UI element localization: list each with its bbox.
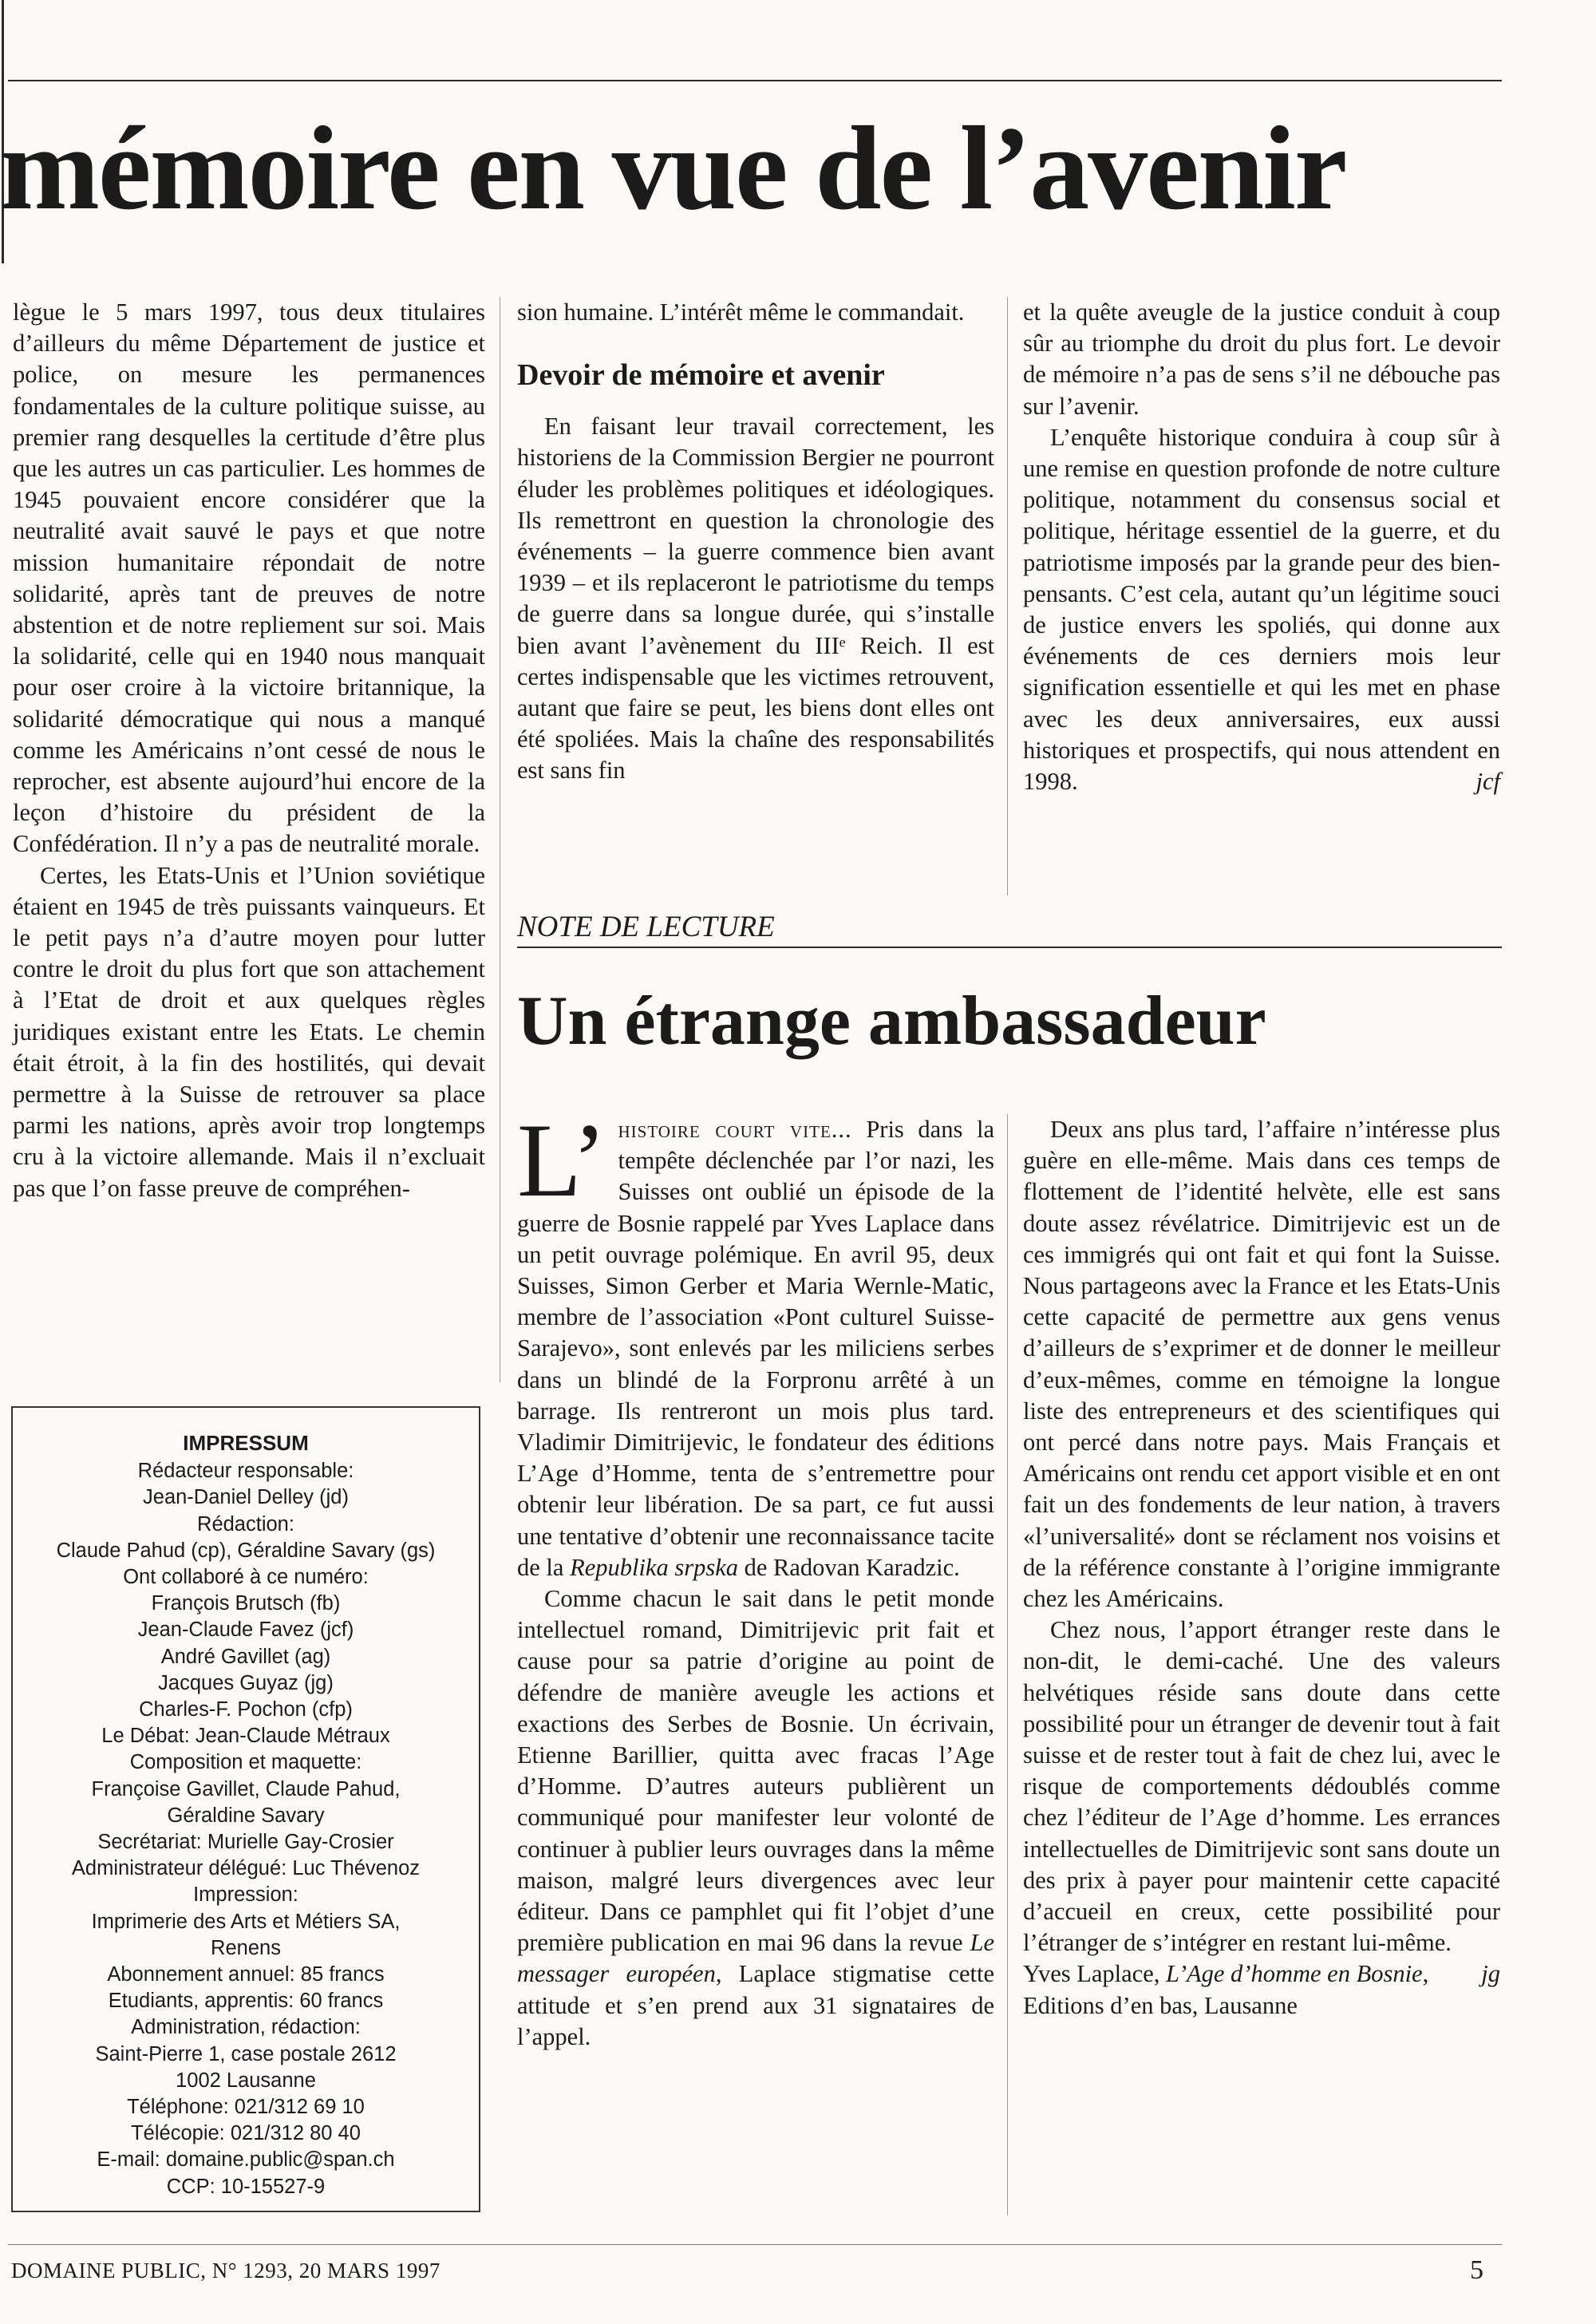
- review-text: Chez nous, l’apport étranger reste dans le non-dit, le demi-caché. Une des valeurs helvétiques réside sans doute dans cette possibilité pour un étranger de devenir tout à fait suisse et de rester tout à fait de chez lui, avec le risque de comportements dédoublés comme chez l’éditeur de l’Age d’homme. Les errances intellectuelles de Dimitrijevic sont sans doute un des prix à payer pour maintenir cette capacité d’accueil en creux, cette possibilité pour l’étranger de s’intégrer en restant lui-même.: [1023, 1616, 1500, 1957]
- footer-publication-info: DOMAINE PUBLIC, N° 1293, 20 MARS 1997: [11, 2259, 440, 2282]
- lead-in: histoire court vite...: [618, 1116, 852, 1143]
- top-rule: [8, 80, 1502, 81]
- impressum-line: CCP: 10-15527-9: [166, 2175, 326, 2198]
- article-paragraph: lègue le 5 mars 1997, tous deux titulaires d’ailleurs du même Département de justice et police, on mesure les permanences fondamentales de la culture politique suisse, au premier rang desquelles la certitude d’être plus que les autres un cas particulier. Les hommes de 1945 pouvaient encore considérer que la neutralité avait sauvé le pays et que notre mission humanitaire répondait de notre solidarité, après tant de preuves de notre abstention et de notre repliement sur soi. Mais la solidarité, celle qui en 1940 nous manquait pour oser croire à la victoire britannique, la solidarité démocratique qui nous a manqué comme les Américains n’ont cessé de nous le reprocher, est absente aujourd’hui encore de la leçon d’histoire du président de la Confédération. Il n’y a pas de neutralité morale.: [13, 298, 485, 858]
- book-author: Yves Laplace,: [1023, 1960, 1167, 1988]
- article-column-1: [13, 297, 485, 1204]
- impressum-line: Rédaction:: [197, 1512, 294, 1536]
- impressum-line: Imprimerie des Arts et Métiers SA,: [91, 1910, 401, 1933]
- section-subheading: Devoir de mémoire et avenir: [517, 358, 885, 393]
- section-rubric: NOTE DE LECTURE: [517, 911, 775, 943]
- author-signature: jg: [1481, 1960, 1500, 1988]
- review-column-2: [1023, 1114, 1500, 2022]
- impressum-line: Administrateur délégué: Luc Thévenoz: [71, 1857, 421, 1880]
- impressum-line: Téléphone: 021/312 69 10: [127, 2096, 365, 2119]
- impressum-line: E-mail: domaine.public@span.ch: [97, 2148, 395, 2172]
- impressum-line: Géraldine Savary: [167, 1804, 325, 1827]
- impressum-line: Etudiants, apprentis: 60 francs: [108, 1990, 384, 2013]
- review-column-1: [517, 1101, 994, 2053]
- review-italic: Le messager européen: [517, 1929, 994, 1988]
- impressum-line: Claude Pahud (cp), Géraldine Savary (gs): [56, 1539, 436, 1562]
- book-reference: [1023, 1958, 1500, 2021]
- review-paragraph: Deux ans plus tard, l’affaire n’intéresse plus guère en elle-même. Mais dans ces temps de flottement de l’identité helvète, elle est sans doute assez révélatrice. Dimitrijevic est un de ces immigrés qui ont fait et qui font la Suisse. Nous partageons avec la France et les Etats-Unis cette capacité de permettre aux gens venus d’ailleurs de s’exprimer et de donner le meilleur d’eux-mêmes, comme en témoigne la longue liste des entrepreneurs et des scientifiques qui ont percé dans notre pays. Mais Français et Américains ont rendu cet apport visible et en ont fait un des fondements de leur nation, à travers «l’universalité» dont se réclament nos voisins et de la référence constante à l’origine immigrante chez les Américains.: [1023, 1116, 1500, 1613]
- article-paragraph: et la quête aveugle de la justice conduit à coup sûr au triomphe du droit du plus fort. Le devoir de mémoire n’a pas de sens s’il ne débouche pas sur l’avenir.: [1023, 298, 1500, 420]
- page-number: 5: [1470, 2255, 1483, 2285]
- review-text: Pris dans la tempête déclenchée par l’or nazi, les Suisses ont oublié un épisode de la guerre de Bosnie rappelé par Yves Laplace dans un petit ouvrage polémique. En avril 95, deux Suisses, Simon Gerber et Maria Wernle-Matic, membre de l’association «Pont culturel Suisse-Sarajevo», sont enlevés par les miliciens serbes dans un blindé de la Forpronu arrêté à un barrage. Ils rentreront un mois plus tard. Vladimir Dimitrijevic, le fondateur des éditions L’Age d’Homme, tenta de s’entremettre pour obtenir leur libération. De sa part, ce fut aussi une tentative d’obtenir une reconnaissance tacite de la: [517, 1116, 994, 1581]
- impressum-line: Le Débat: Jean-Claude Métraux: [101, 1725, 390, 1748]
- article-paragraph: En faisant leur travail correctement, les historiens de la Commission Bergier ne pourront éluder les problèmes politiques et idéologiques. Ils remettront en question la chronologie des événements – la guerre commence bien avant 1939 – et ils replaceront le patriotisme du temps de guerre dans sa longue durée, qui s’installe bien avant l’avènement du IIIᵉ Reich. Il est certes indispensable que les victimes retrouvent, autant que faire se peut, les biens dont elles ont été spoliées. Mais la chaîne des responsabilités est sans fin: [517, 413, 994, 785]
- article-column-3: [1023, 297, 1500, 797]
- column-rule-3: [1007, 1114, 1008, 2215]
- impressum-line: Jacques Guyaz (jg): [158, 1671, 334, 1694]
- impressum-line: Administration, rédaction:: [131, 2016, 361, 2039]
- impressum-line: Françoise Gavillet, Claude Pahud,: [91, 1777, 401, 1800]
- article-headline: mémoire en vue de l’avenir: [0, 102, 1346, 235]
- impressum-line: Abonnement annuel: 85 francs: [107, 1963, 385, 1986]
- drop-cap: L’: [517, 1101, 607, 1219]
- review-paragraph: [517, 1101, 994, 1583]
- review-text: de Radovan Karadzic.: [738, 1553, 960, 1581]
- author-signature: jcf: [1476, 768, 1500, 796]
- impressum-title: IMPRESSUM: [183, 1431, 309, 1455]
- impressum-line: Jean-Claude Favez (jcf): [137, 1618, 354, 1642]
- column-rule-2: [1007, 297, 1008, 895]
- impressum-line: Ont collaboré à ce numéro:: [123, 1566, 369, 1589]
- article-paragraph: sion humaine. L’intérêt même le commandait.: [517, 298, 965, 326]
- impressum-line: François Brutsch (fb): [151, 1592, 341, 1615]
- impressum-line: Saint-Pierre 1, case postale 2612: [95, 2042, 397, 2065]
- impressum-box: [11, 1406, 480, 2212]
- section-rule: [517, 947, 1502, 948]
- article-paragraph: Certes, les Etats-Unis et l’Union soviétique étaient en 1945 de très puissants vainqueurs. Et le petit pays n’a d’autre moyen pour lutter contre le droit du plus fort que son attachement à l’Etat de droit et aux quelques règles juridiques existant entre les Etats. Le chemin était étroit, à la fin des hostilités, qui devait permettre à la Suisse de retrouver sa place parmi les nations, après avoir trop longtemps cru à la victoire allemande. Mais il n’excluait pas que l’on fasse preuve de compréhen-: [13, 861, 485, 1202]
- article-column-2: [517, 297, 994, 787]
- impressum-line: Renens: [211, 1936, 281, 1959]
- book-ref-punct: ,: [1422, 1960, 1429, 1988]
- book-publisher: Editions d’en bas, Lausanne: [1023, 1991, 1298, 2019]
- footer-rule: [8, 2244, 1502, 2245]
- article-paragraph: [1023, 422, 1500, 797]
- impressum-line: Télécopie: 021/312 80 40: [131, 2122, 361, 2145]
- review-italic: Republika srpska: [570, 1553, 738, 1581]
- review-text: , Laplace stigmatise cette attitude et s’en prend aux 31 signataires de l’appel.: [517, 1960, 994, 2050]
- impressum-line: Jean-Daniel Delley (jd): [143, 1486, 349, 1509]
- impressum-line: André Gavillet (ag): [160, 1645, 331, 1668]
- impressum-line: Composition et maquette:: [129, 1751, 362, 1774]
- impressum-line: Rédacteur responsable:: [137, 1460, 354, 1483]
- impressum-line: Secrétariat: Murielle Gay-Crosier: [97, 1831, 394, 1854]
- impressum-line: 1002 Lausanne: [176, 2069, 316, 2092]
- book-title: L’Age d’homme en Bosnie: [1166, 1960, 1423, 1988]
- review-text: Comme chacun le sait dans le petit monde intellectuel romand, Dimitrijevic prit fait et cause pour sa patrie d’origine au point de défendre de manière aveugle les actions et exactions des Serbes de Bosnie. Un écrivain, Etienne Barillier, quitta avec fracas l’Age d’Homme. D’autres auteurs publièrent un communiqué pour manifester leur volonté de continuer à publier leurs ouvrages dans la même maison, malgré leurs divergences avec leur éditeur. Dans ce pamphlet qui fit l’objet d’une première publication en mai 96 dans la revue: [517, 1585, 994, 1957]
- review-headline: Un étrange ambassadeur: [517, 982, 1266, 1060]
- review-paragraph: [517, 1583, 994, 2053]
- impressum-line: Charles-F. Pochon (cfp): [139, 1698, 353, 1721]
- article-paragraph-text: L’enquête historique conduira à coup sûr à une remise en question profonde de notre culture politique, notamment du consensus social et politique, héritage essentiel de la guerre, et du patriotisme imposés par la grande peur des bien-pensants. C’est cela, autant qu’un légitime souci de justice envers les spoliés, qui donne aux événements de ces derniers mois leur signification essentielle et qui les met en phase avec les deux anniversaires, eux aussi historiques et prospectifs, qui nous attendent en 1998.: [1023, 423, 1500, 796]
- impressum-line: Impression:: [193, 1883, 298, 1907]
